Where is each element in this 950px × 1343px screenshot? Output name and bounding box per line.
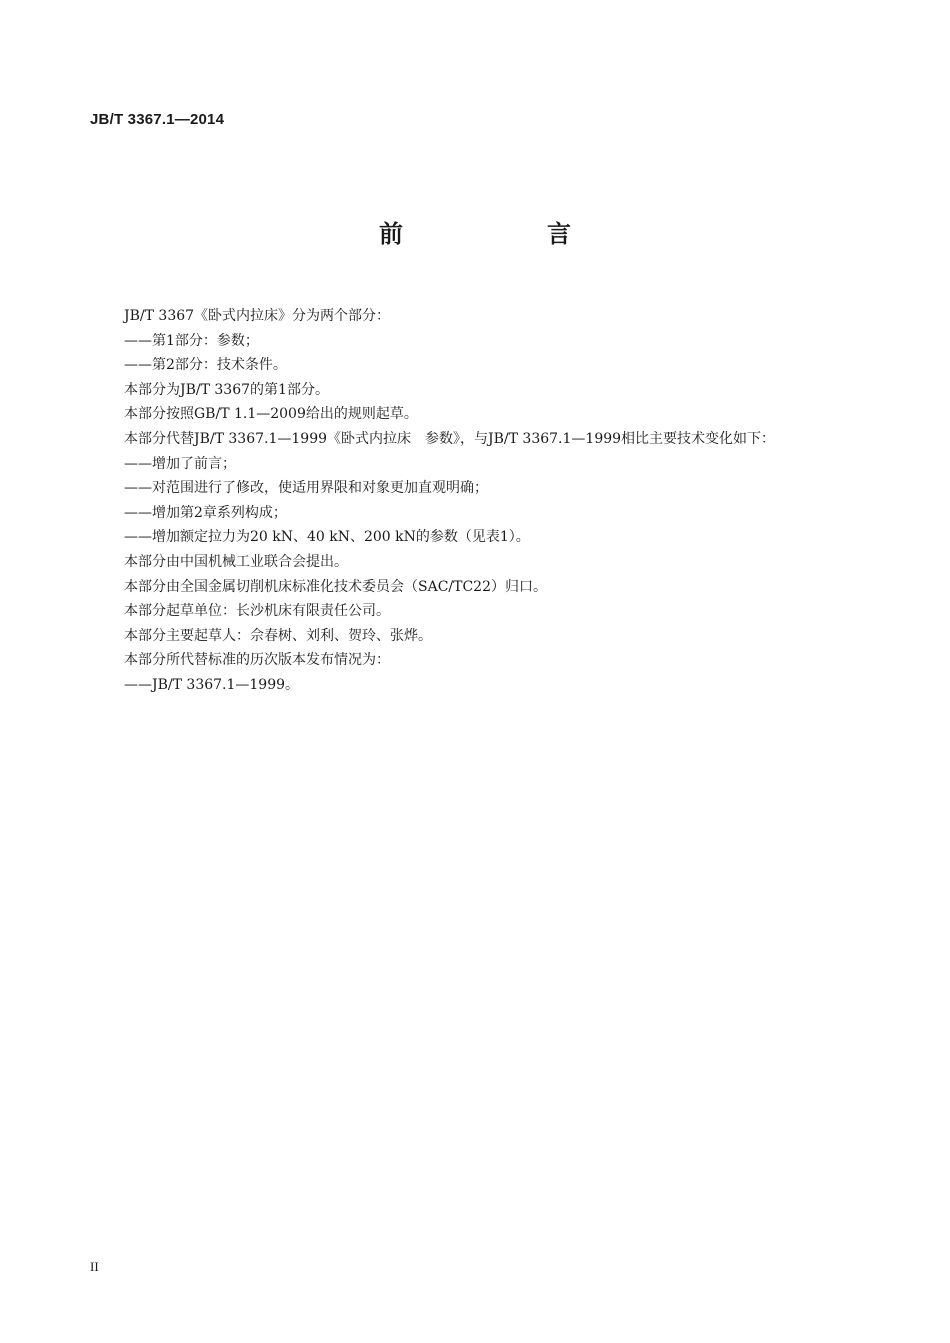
foreword-line: 本部分由中国机械工业联合会提出。 <box>124 553 348 570</box>
foreword-line: 本部分由全国金属切削机床标准化技术委员会（SAC/TC22）归口。 <box>124 578 547 595</box>
foreword-line: 本部分为JB/T 3367的第1部分。 <box>124 381 329 398</box>
foreword-line: JB/T 3367《卧式内拉床》分为两个部分： <box>124 308 391 324</box>
page-title: 前 言 <box>379 220 631 248</box>
foreword-line: ——对范围进行了修改，使适用界限和对象更加直观明确； <box>124 480 488 497</box>
foreword-line: ——增加额定拉力为20 kN、40 kN、200 kN的参数（见表1）。 <box>124 529 530 546</box>
foreword-line: ——JB/T 3367.1—1999。 <box>124 676 300 693</box>
foreword-line: 本部分所代替标准的历次版本发布情况为： <box>124 652 390 669</box>
standard-code: JB/T 3367.1—2014 <box>90 111 225 128</box>
foreword-line: 本部分起草单位：长沙机床有限责任公司。 <box>124 603 390 620</box>
page-number: II <box>90 1259 99 1274</box>
foreword-line: 本部分按照GB/T 1.1—2009给出的规则起草。 <box>124 406 418 423</box>
foreword-line: ——增加了前言； <box>124 455 236 472</box>
foreword-line: ——第1部分：参数； <box>124 332 259 349</box>
foreword-line: 本部分主要起草人：佘春树、刘利、贺玲、张烨。 <box>124 627 432 644</box>
foreword-line: ——增加第2章系列构成； <box>124 504 287 521</box>
foreword-line: ——第2部分：技术条件。 <box>124 357 287 374</box>
foreword-body <box>124 304 884 698</box>
foreword-line: 本部分代替JB/T 3367.1—1999《卧式内拉床 参数》，与JB/T 3367.1—1999相比主要技术变化如下： <box>124 430 776 447</box>
